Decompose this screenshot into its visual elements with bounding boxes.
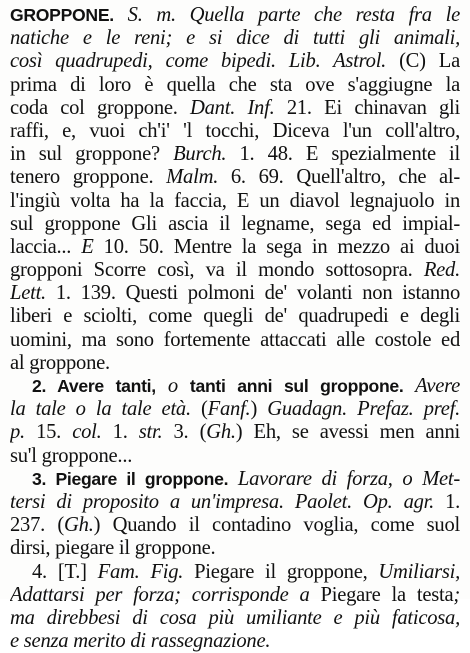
italic-text: Burch. (173, 143, 227, 166)
text-run: gropponi Scorre così, va il mondo sottosopra. (10, 259, 424, 282)
text-line (10, 4, 460, 27)
italic-text: Lavorare di forza, o Met- (228, 467, 460, 490)
text-run: Piegare il groppone, (183, 560, 379, 583)
text-run: 4. [T.] (32, 560, 87, 583)
text-run: dirsi, piegare il groppone. (10, 537, 216, 560)
text-line (10, 491, 460, 514)
italic-text: col. (72, 421, 102, 444)
italic-text: tersi di proposito a un'impresa. Paolet. Op. agr. (10, 490, 435, 513)
italic-text: Gh. (64, 514, 94, 537)
text-line (10, 305, 460, 328)
dictionary-entry-groppone (10, 4, 460, 653)
text-run: Piegare la testa (309, 583, 454, 606)
bold-term: GROPPONE. (10, 5, 114, 25)
italic-text: Dant. Inf. (190, 96, 275, 119)
text-line (10, 607, 460, 630)
italic-text: ; (453, 583, 460, 606)
text-line (10, 27, 460, 50)
text-line (10, 375, 460, 398)
italic-text: S. m. Quella parte che resta fra le (113, 4, 460, 26)
text-line (10, 236, 460, 259)
text-line (10, 561, 460, 584)
text-run: ) (250, 398, 268, 421)
text-run: tenero groppone. (10, 166, 167, 189)
text-run: laccia... (10, 235, 82, 258)
italic-text: str. (138, 421, 163, 444)
bold-term: 3. Piegare il groppone. (32, 468, 229, 489)
text-run: raffi, e, vuoi ch'i' 'l tocchi, Diceva l'un coll'altro, (10, 119, 460, 142)
text-line (10, 50, 460, 73)
text-line (10, 166, 460, 189)
text-line (10, 514, 460, 537)
text-run: 1. (101, 421, 139, 444)
text-line (10, 97, 460, 120)
text-line (10, 120, 460, 143)
text-run: ) Quando il contadino voglia, come suol (93, 514, 460, 537)
text-line (10, 398, 460, 421)
text-line (10, 190, 460, 213)
italic-text: Umiliarsi, (378, 560, 460, 583)
text-line (10, 630, 460, 653)
text-line (10, 143, 460, 166)
text-run: ( (190, 398, 208, 421)
italic-text: Red. (423, 259, 460, 282)
text-run: 3. ( (162, 421, 207, 444)
text-run: uomini, ma sono fortemente attaccati alle costole ed (10, 328, 460, 351)
italic-text: o (155, 375, 190, 397)
text-line (10, 213, 460, 236)
italic-text: natiche e le reni; e si dice di tutti gli animali, (10, 27, 460, 50)
text-run: prima di loro è quella che sta ove s'aggiugne la (10, 73, 460, 96)
text-run: al groppone. (10, 351, 110, 374)
italic-text: E (81, 235, 94, 258)
text-run: su'l groppone... (10, 444, 133, 467)
italic-text: p. (10, 421, 25, 444)
italic-text: Guadagn. Prefaz. pref. (267, 398, 460, 421)
italic-text: Fanf. (207, 398, 251, 421)
text-run: 10. 50. Mentre la sega in mezzo ai duoi (93, 235, 460, 258)
text-line (10, 421, 460, 444)
text-line (10, 445, 460, 468)
text-run: sul groppone Gli ascia il legname, sega ed impial- (10, 212, 460, 235)
italic-text: Avere (403, 375, 460, 397)
text-run: 6. 69. Quell'altro, che al- (218, 166, 460, 189)
text-run: coda col groppone. (10, 96, 191, 119)
text-run: in sul groppone? (10, 143, 174, 166)
text-line (10, 74, 460, 97)
italic-text: Gh. (206, 421, 236, 444)
text-line (10, 282, 460, 305)
text-line (10, 259, 460, 282)
bold-term: tanti anni sul groppone. (189, 376, 404, 396)
bold-term: 2. Avere tanti, (32, 376, 156, 396)
italic-text: così quadrupedi, come bipedi. Lib. Astrol. (10, 50, 387, 73)
text-run: 1. 48. E spezialmente il (226, 143, 460, 166)
text-line (10, 329, 460, 352)
text-run: l'ingiù volta ha la faccia, E un diavol legnajuolo in (10, 189, 460, 212)
italic-text: la tale o la tale età. (10, 398, 191, 421)
text-run: 1. (434, 490, 460, 513)
text-run: liberi e sciolti, come quegli de' quadrupedi e degli (10, 305, 460, 328)
italic-text: e senza merito di rassegnazione. (10, 630, 271, 653)
italic-text: Malm. (166, 166, 219, 189)
text-line (10, 352, 460, 375)
text-run: 1. 139. Questi polmoni de' volanti non istanno (45, 282, 460, 305)
text-run: 21. Ei chinavan gli (274, 96, 460, 119)
italic-text: Adattarsi per forza; corrisponde a (10, 583, 310, 606)
text-run: 15. (24, 421, 73, 444)
text-run: 237. ( (10, 514, 65, 537)
text-run: (C) La (386, 50, 460, 73)
italic-text: ma direbbesi di cosa più umiliante e più faticosa, (10, 606, 460, 629)
text-line (10, 537, 460, 560)
text-run: ) Eh, se avessi men anni (235, 421, 460, 444)
text-line (10, 468, 460, 491)
italic-text: Fam. Fig. (86, 560, 184, 583)
italic-text: Lett. (10, 282, 46, 305)
text-line (10, 584, 460, 607)
